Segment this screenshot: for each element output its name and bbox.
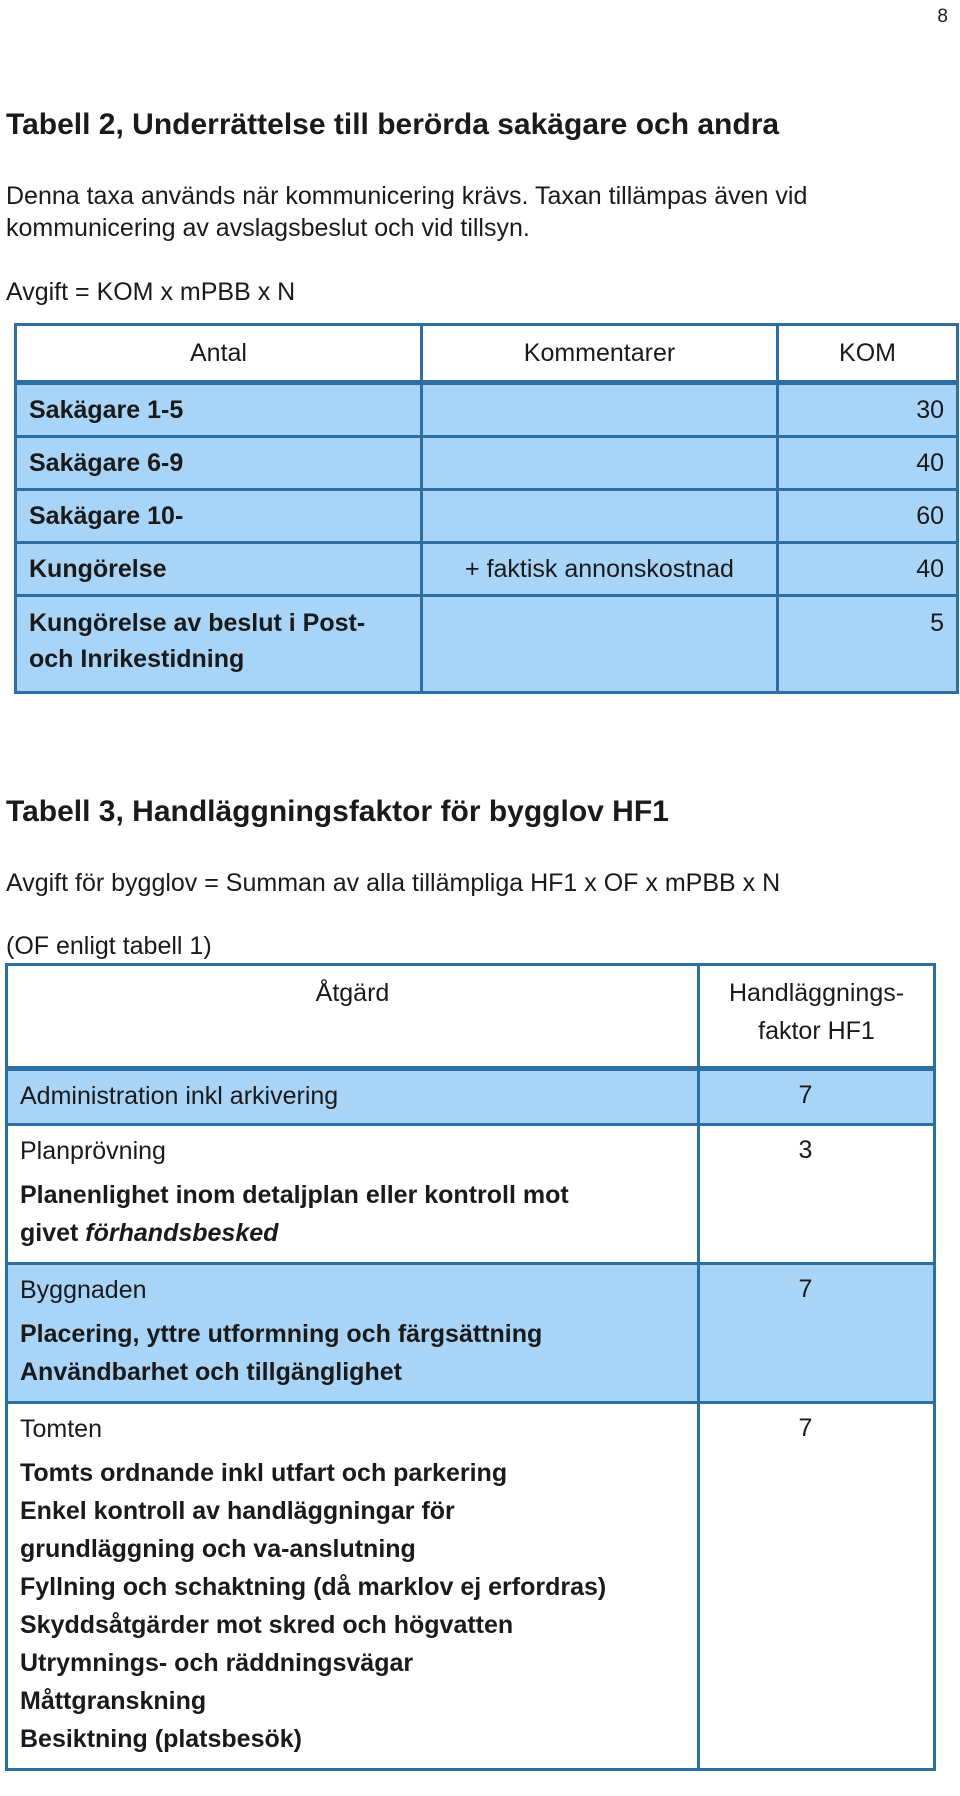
factor-header-line: faktor HF1 — [758, 1017, 875, 1045]
table-row — [16, 596, 958, 693]
detail-line: Skyddsåtgärder mot skred och högvatten — [20, 1611, 514, 1639]
header-atgard: Åtgärd — [7, 965, 699, 1069]
table3-heading: Tabell 3, Handläggningsfaktor för bygglov HF1 — [6, 795, 669, 828]
kom-cell: 40 — [778, 543, 958, 596]
atgard-cell — [7, 1264, 699, 1403]
intro-line-1: Denna taxa används när kommunicering krävs. Taxan tillämpas även vid — [6, 182, 808, 210]
factor-cell: 7 — [699, 1069, 935, 1125]
detail-line: Utrymnings- och räddningsvägar — [20, 1649, 414, 1677]
antal-cell: Sakägare 10- — [16, 490, 422, 543]
header-handlaggningsfaktor — [699, 965, 935, 1069]
table2-intro — [6, 180, 807, 244]
row-title: Administration inkl arkivering — [20, 1082, 339, 1110]
kom-cell: 5 — [778, 596, 958, 693]
detail-line: Enkel kontroll av handläggningar för — [20, 1497, 455, 1525]
detail-line: Användbarhet och tillgänglighet — [20, 1358, 402, 1386]
table-row — [16, 543, 958, 596]
header-antal: Antal — [16, 325, 422, 383]
kommentar-cell — [422, 383, 778, 437]
detail-italic: förhandsbesked — [85, 1219, 279, 1247]
table3-header-row — [7, 965, 935, 1069]
table2-formula: Avgift = KOM x mPBB x N — [6, 278, 296, 306]
row-title: Byggnaden — [20, 1276, 147, 1304]
page-number: 8 — [937, 6, 948, 27]
intro-line-2: kommunicering av avslagsbeslut och vid tillsyn. — [6, 214, 530, 242]
atgard-cell — [7, 1069, 699, 1125]
detail-text: givet — [20, 1219, 86, 1247]
kommentar-cell — [422, 490, 778, 543]
detail-line: Fyllning och schaktning (då marklov ej erfordras) — [20, 1573, 607, 1601]
atgard-cell — [7, 1403, 699, 1770]
antal-line: och Inrikestidning — [29, 645, 245, 673]
kom-cell: 60 — [778, 490, 958, 543]
header-kom: KOM — [778, 325, 958, 383]
detail-line — [20, 1214, 685, 1252]
antal-cell: Kungörelse — [16, 543, 422, 596]
kom-cell: 40 — [778, 437, 958, 490]
detail-line: Besiktning (platsbesök) — [20, 1725, 302, 1753]
table3-note: (OF enligt tabell 1) — [6, 932, 212, 960]
table-row — [7, 1069, 935, 1125]
kommentar-cell — [422, 437, 778, 490]
kommentar-cell: + faktisk annonskostnad — [422, 543, 778, 596]
row-title: Planprövning — [20, 1137, 166, 1165]
kom-cell: 30 — [778, 383, 958, 437]
table2 — [14, 323, 959, 694]
header-kommentarer: Kommentarer — [422, 325, 778, 383]
antal-line: Kungörelse av beslut i Post- — [29, 609, 366, 637]
factor-cell: 7 — [699, 1264, 935, 1403]
detail-line: Placering, yttre utformning och färgsättning — [20, 1320, 543, 1348]
antal-cell: Sakägare 1-5 — [16, 383, 422, 437]
table3 — [5, 963, 936, 1771]
detail-line: Planenlighet inom detaljplan eller kontroll mot — [20, 1181, 569, 1209]
detail-line: Tomts ordnande inkl utfart och parkering — [20, 1459, 508, 1487]
table-row — [7, 1125, 935, 1264]
factor-cell: 7 — [699, 1403, 935, 1770]
table3-formula: Avgift för bygglov = Summan av alla tillämpliga HF1 x OF x mPBB x N — [6, 869, 781, 897]
row-detail — [20, 1315, 685, 1391]
table-row — [16, 383, 958, 437]
table2-heading: Tabell 2, Underrättelse till berörda sakägare och andra — [6, 108, 780, 141]
kommentar-cell — [422, 596, 778, 693]
table-row — [7, 1264, 935, 1403]
table-row — [16, 490, 958, 543]
detail-line: grundläggning och va-anslutning — [20, 1535, 416, 1563]
factor-cell: 3 — [699, 1125, 935, 1264]
row-detail — [20, 1454, 685, 1758]
atgard-cell — [7, 1125, 699, 1264]
detail-line: Måttgranskning — [20, 1687, 207, 1715]
row-detail — [20, 1176, 685, 1252]
antal-cell — [16, 596, 422, 693]
antal-cell: Sakägare 6-9 — [16, 437, 422, 490]
factor-header-line: Handläggnings- — [728, 979, 905, 1007]
table-row — [16, 437, 958, 490]
row-title: Tomten — [20, 1415, 102, 1443]
table2-header-row — [16, 325, 958, 383]
table-row — [7, 1403, 935, 1770]
